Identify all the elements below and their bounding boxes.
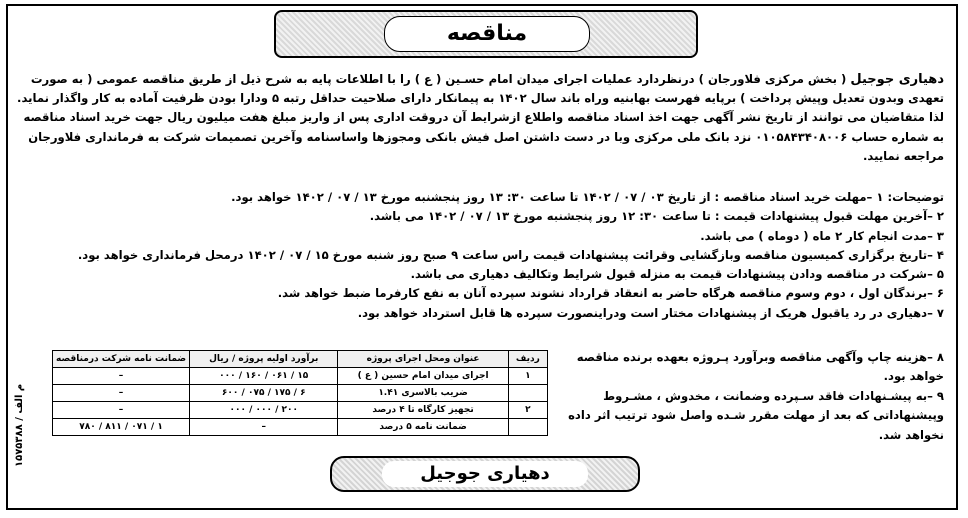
table-cell: – [53,402,190,419]
table-cell [508,385,547,402]
table-cell [508,419,547,436]
table-header: برآورد اولیه پروژه / ریال [190,351,338,368]
reference-code: ۱۵۷۵۳۸۸ / م الف [14,383,25,467]
table-cell: ضریب بالاسری ۱.۴۱ [338,385,508,402]
term-item: ۲ –آخرین مهلت قبول پیشنهادات قیمت : تا ساعت ۳۰: ۱۲ روز پنجشنبه مورخ ۱۳ / ۰۷ / ۱۴۰۲ می باشد. [369,209,944,224]
page-title: مناقصه [384,16,590,52]
term-item: ۴ –تاریخ برگزاری کمیسیون مناقصه وبازگشایی وقرائت پیشنهادات قیمت راس ساعت ۹ صبح روز شنبه مورخ ۱۵ / ۰۷ / ۱۴۰۲ درمحل فرمانداری خواهد بود. [77,247,944,262]
table-cell: اجرای میدان امام حسین ( ع ) [338,368,508,385]
table-cell: ۲ [508,402,547,419]
footer-banner [330,456,640,492]
table-row [53,368,548,385]
terms-list [14,188,944,323]
term-item: ۶ –برندگان اول ، دوم وسوم مناقصه هرگاه حاضر به انعقاد قرارداد نشوند سپرده آنان به نفع کارفرما ضبط خواهد شد. [277,286,944,301]
table-cell: ۲۰۰ / ۰۰۰ / ۰۰۰ [190,402,338,419]
table-row [53,419,548,436]
table-header-row [53,351,548,368]
term-item: ۹ –به پیشـنهادات فاقد سـپرده وضمانت ، مخدوش ، مشـروط وپیشنهاداتی که بعد از مهلت مقرر شـده واصل شود ترتیب اثر داده نخواهد شد. [568,388,944,442]
table-row [53,385,548,402]
table-cell: تجهیز کارگاه تا ۴ درصد [338,402,508,419]
table-cell: – [53,368,190,385]
table-cell: ۱۵ / ۰۶۱ / ۱۶۰ / ۰۰۰ [190,368,338,385]
term-item: ۷ –دهیاری در رد یاقبول هریک از پیشنهادات مختار است ودراینصورت سپرده ها قابل استرداد خواهد بود. [357,305,944,320]
project-table [52,350,548,436]
table-cell: ۱ / ۰۷۱ / ۸۱۱ / ۷۸۰ [53,419,190,436]
term-item: ۵ –شرکت در مناقصه ودادن پیشنهادات قیمت به منزله قبول شرایط وتکالیف دهیاری می باشد. [410,267,944,282]
table-row [53,402,548,419]
table-cell: – [190,419,338,436]
table-cell: ۶ / ۱۷۵ / ۰۷۵ / ۶۰۰ [190,385,338,402]
term-item: توضیحات: ۱ –مهلت خرید اسناد مناقصه : از تاریخ ۰۳ / ۰۷ / ۱۴۰۲ تا ساعت ۳۰: ۱۳ روز پنجشنبه مورخ ۱۳ / ۰۷ / ۱۴۰۲ خواهد بود. [231,190,944,204]
table-cell: ضمانت نامه ۵ درصد [338,419,508,436]
term-item: ۳ –مدت انجام کار ۲ ماه ( دوماه ) می باشد. [700,228,944,243]
table-cell: – [53,385,190,402]
title-banner [274,10,698,58]
table-cell: ۱ [508,368,547,385]
intro-text: ( بخش مرکزی فلاورجان ) درنظردارد عملیات اجرای میدان امام حسـین ( ع ) را با اطلاعات پایه به شرح ذیل از طریق مناقصه عمومی ( به صورت تعهدی وبدون تعدیل وپیش پرداخت ) برپایه فهرست بهابنیه وراه باند سال ۱۴۰۲ به پیمانکار دارای صلاحیت حداقل رتبه ۵ ودارا بودن ظرفیت آماده به کار واگذار نماید. لذا متقاضیان می توانند از تاریخ نشر آگهی جهت اخذ اسناد مناقصه واطلاع ازشرایط آن دروقت اداری پس از واریز مبلغ هفت میلیون ریال جهت خرید اسناد مناقصه به شماره حساب ۰۱۰۵۸۴۳۴۰۸۰۰۶ نزد بانک ملی مرکزی وبا در دست داشتن اصل فیش بانکی ومجوزها واساسنامه وآخرین تصمیمات شرکت به فرمانداری فلاورجان مراجعه نمایید. [17,72,944,163]
table-header: ضمانت نامه شرکت درمناقصه [53,351,190,368]
table-header: عنوان ومحل اجرای پروژه [338,351,508,368]
footer-title: دهیاری جوجیل [382,461,588,487]
term-item: ۸ –هزینه چاپ وآگهی مناقصه وبرآورد پـروژه بعهده برنده مناقصه خواهد بود. [576,350,944,384]
organization-name: دهیاری جوجیل [850,72,944,87]
side-terms [548,348,944,445]
table-header: ردیف [508,351,547,368]
intro-paragraph [14,70,944,166]
